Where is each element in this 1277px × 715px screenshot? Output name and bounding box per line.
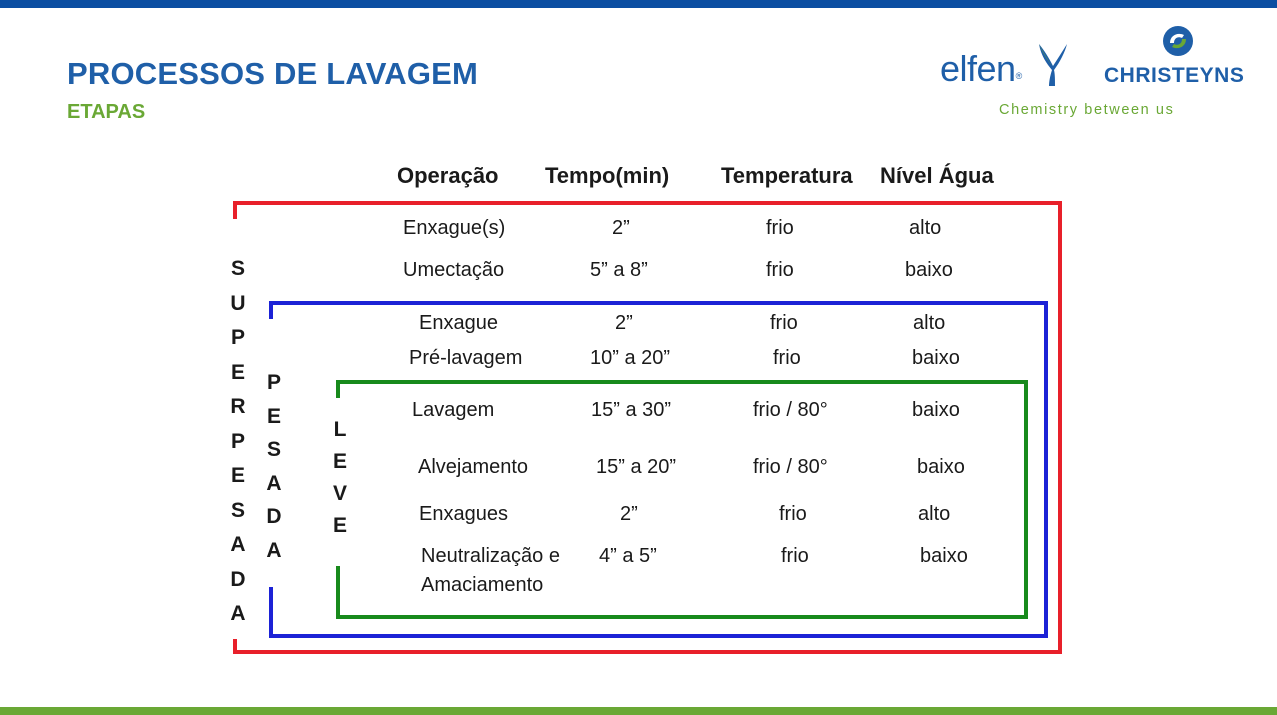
label-letter: A bbox=[266, 471, 282, 495]
label-letter: S bbox=[266, 438, 281, 461]
label-letter: U bbox=[230, 291, 246, 315]
water-level-cell: baixo bbox=[912, 347, 960, 369]
time-cell: 15” a 30” bbox=[591, 399, 672, 421]
label-letter: D bbox=[230, 567, 246, 591]
time-cell: 10” a 20” bbox=[590, 347, 671, 369]
group-label-pesada bbox=[263, 366, 285, 567]
label-letter: E bbox=[230, 464, 245, 487]
label-letter: A bbox=[266, 538, 282, 562]
time-cell: 5” a 8” bbox=[590, 259, 648, 281]
label-letter: V bbox=[332, 482, 347, 505]
operation-cell: Enxagues bbox=[419, 503, 508, 525]
label-letter: E bbox=[332, 514, 347, 537]
column-header-temperatura: Temperatura bbox=[721, 163, 853, 188]
label-letter: A bbox=[230, 533, 246, 556]
operation-cell: Alvejamento bbox=[418, 456, 529, 478]
group-label-super-pesada bbox=[227, 252, 249, 632]
label-letter: S bbox=[230, 498, 245, 522]
operation-cell: Umectação bbox=[403, 259, 505, 281]
label-letter: P bbox=[230, 326, 245, 349]
water-level-cell: alto bbox=[918, 503, 951, 525]
operation-cell: Lavagem bbox=[412, 399, 495, 421]
label-letter: P bbox=[230, 429, 245, 453]
temperature-cell: frio / 80° bbox=[753, 456, 828, 478]
operation-cell: Neutralização e Amaciamento bbox=[421, 545, 560, 596]
label-letter: A bbox=[230, 602, 246, 625]
temperature-cell: frio bbox=[766, 217, 794, 239]
elfen-leaf-icon bbox=[1035, 40, 1069, 88]
label-letter: S bbox=[230, 257, 245, 280]
time-cell: 15” a 20” bbox=[596, 456, 677, 478]
bottom-accent-bar bbox=[0, 707, 1277, 715]
elfen-logo-text: elfen bbox=[940, 48, 1016, 89]
water-level-cell: alto bbox=[909, 217, 942, 239]
water-level-cell: baixo bbox=[917, 456, 965, 478]
time-cell: 2” bbox=[620, 503, 638, 525]
elfen-logo bbox=[940, 48, 1022, 90]
time-cell: 2” bbox=[612, 217, 630, 239]
label-letter: E bbox=[230, 360, 245, 384]
water-level-cell: baixo bbox=[905, 259, 953, 281]
time-cell: 4” a 5” bbox=[599, 545, 657, 567]
operation-cell: Enxague(s) bbox=[403, 217, 506, 239]
temperature-cell: frio bbox=[773, 347, 801, 369]
time-cell: 2” bbox=[615, 312, 633, 334]
label-letter: R bbox=[230, 395, 246, 418]
water-level-cell: alto bbox=[913, 312, 946, 334]
page-subtitle: ETAPAS bbox=[67, 101, 146, 123]
water-level-cell: baixo bbox=[912, 399, 960, 421]
elfen-registered-mark: ® bbox=[1015, 71, 1022, 81]
operation-cell: Enxague bbox=[419, 312, 498, 334]
column-header-nivel-agua: Nível Água bbox=[880, 163, 994, 188]
temperature-cell: frio bbox=[766, 259, 794, 281]
label-letter: D bbox=[266, 505, 282, 528]
page-title: PROCESSOS DE LAVAGEM bbox=[67, 56, 479, 91]
label-letter: E bbox=[266, 404, 281, 428]
label-letter: P bbox=[266, 371, 281, 394]
label-letter: E bbox=[332, 450, 347, 473]
temperature-cell: frio bbox=[779, 503, 807, 525]
christeyns-circle-icon bbox=[1160, 25, 1196, 57]
operation-cell: Pré-lavagem bbox=[409, 347, 523, 369]
logo-tagline: Chemistry between us bbox=[999, 102, 1175, 118]
temperature-cell: frio bbox=[781, 545, 809, 567]
water-level-cell: baixo bbox=[920, 545, 968, 567]
temperature-cell: frio / 80° bbox=[753, 399, 828, 421]
top-accent-bar bbox=[0, 0, 1277, 8]
column-header-operacao: Operação bbox=[397, 163, 499, 188]
group-label-leve bbox=[329, 414, 351, 542]
column-header-tempo: Tempo(min) bbox=[545, 163, 670, 188]
temperature-cell: frio bbox=[770, 312, 798, 334]
christeyns-logo: CHRISTEYNS bbox=[1104, 64, 1245, 87]
label-letter: L bbox=[333, 418, 347, 441]
